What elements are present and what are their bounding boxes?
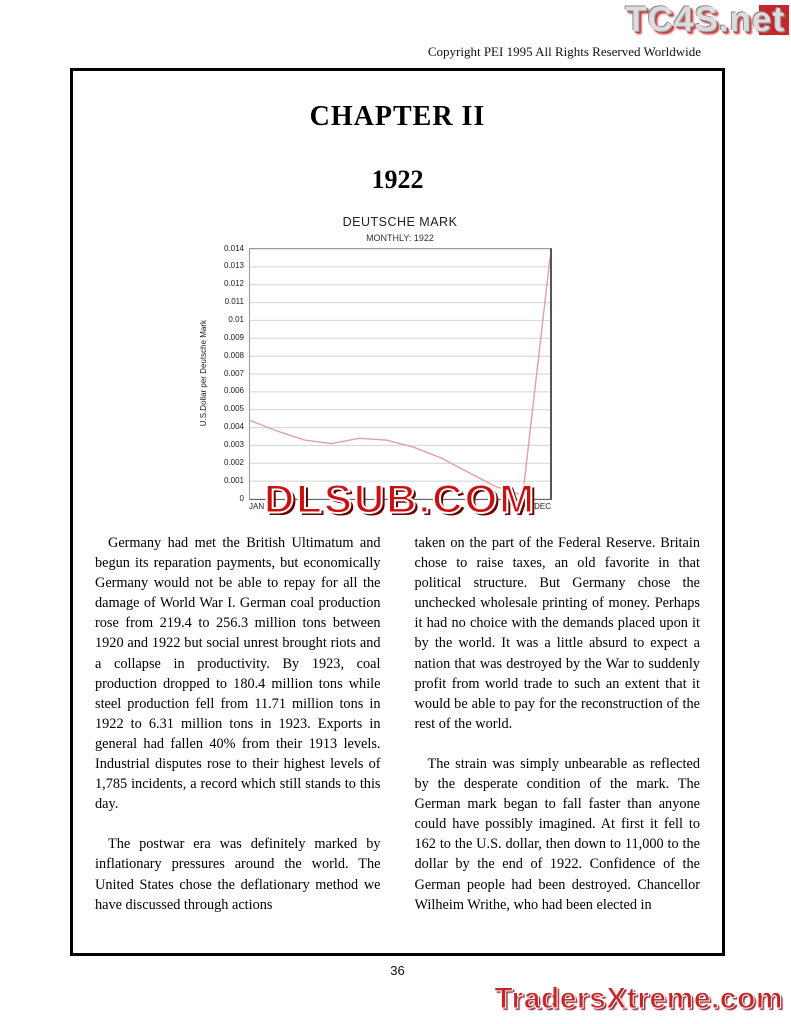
- body-paragraph: taken on the part of the Federal Reserve. Britain chose to raise taxes, an old favorite in that political structure. But Germany chose the unchecked wholesale printing of money. Perhaps it had no choice with the demands placed upon it by the world. It was a little absurd to expect a nation that was destroyed by the War to suddenly profit from world trade to such an extent that it would be able to pay for the reconstruction of the rest of the world.: [414, 535, 700, 732]
- body-paragraph: Germany had met the British Ultimatum and begun its reparation payments, but economically Germany would not be able to repay for all the damage of World War I. German coal production rose from 219.4 to 256.3 million tons between 1920 and 1922 but social unrest brought riots and a collapse in productivity. By 1923, coal production dropped to 180.4 million tons while steel production fell from 11.71 million tons in 1922 to 6.31 million tons in 1923. Exports in general had fallen 40% from their 1913 levels. Industrial disputes rose to their highest levels of 1,785 incidents, a record which still stands to this day.: [95, 535, 381, 813]
- y-tick-label: 0.004: [223, 422, 244, 432]
- site-logo-text: TC4S.net: [625, 0, 785, 39]
- y-axis-label-wrap: [195, 248, 211, 498]
- footer-brand: TradersXtreme.com: [494, 982, 783, 1015]
- site-logo: [625, 0, 785, 40]
- y-tick-label: 0.003: [223, 439, 244, 449]
- y-tick-label: 0.011: [224, 297, 244, 307]
- deutsche-mark-chart: [195, 215, 551, 521]
- body-column-left: [95, 533, 381, 915]
- y-axis-label: U.S.Dollar per Deutsche Mark: [198, 319, 208, 427]
- y-tick-label: 0.007: [223, 368, 244, 378]
- body-paragraph: The postwar era was definitely marked by inflationary pressures around the world. The United States chose the deflationary method we have discussed through actions: [95, 836, 381, 913]
- watermark: DLSUB.COM: [263, 476, 537, 521]
- y-tick-label: 0.002: [223, 457, 244, 467]
- y-axis-ticks: [211, 243, 249, 503]
- y-tick-label: 0.001: [223, 475, 244, 485]
- copyright-line: Copyright PEI 1995 All Rights Reserved Worldwide: [427, 44, 701, 59]
- body-column-right: [415, 533, 701, 915]
- chart-title: DEUTSCHE MARK: [342, 215, 458, 229]
- x-tick-label-dec: DEC: [534, 502, 551, 511]
- page-number: 36: [390, 963, 405, 978]
- y-tick-label: 0.012: [223, 279, 244, 289]
- x-tick-label-jan: JAN: [249, 502, 265, 511]
- y-tick-label: 0.009: [223, 332, 244, 342]
- y-tick-label: 0: [239, 493, 244, 503]
- y-tick-label: 0.008: [223, 350, 244, 360]
- line-chart-svg: [249, 248, 552, 500]
- chart-subtitle: MONTHLY: 1922: [366, 233, 434, 243]
- body-text: [95, 533, 700, 915]
- year-title: 1922: [371, 165, 424, 194]
- y-tick-label: 0.013: [223, 261, 244, 271]
- plot-area: [249, 248, 551, 511]
- chapter-title: CHAPTER II: [309, 101, 486, 132]
- y-tick-label: 0.006: [223, 386, 244, 396]
- y-tick-label: 0.014: [223, 243, 244, 253]
- y-tick-label: 0.01: [228, 314, 244, 324]
- body-paragraph: The strain was simply unbearable as reflected by the desperate condition of the mark. The German mark began to fall faster than anyone could have possibly imagined. At first it fell to 162 to the U.S. dollar, then down to 11,000 to the dollar by the end of 1922. Confidence of the German people had been destroyed. Chancellor Wilheim Writhe, who had been elected in: [414, 755, 700, 913]
- page-frame: [70, 68, 725, 956]
- y-tick-label: 0.005: [223, 404, 244, 414]
